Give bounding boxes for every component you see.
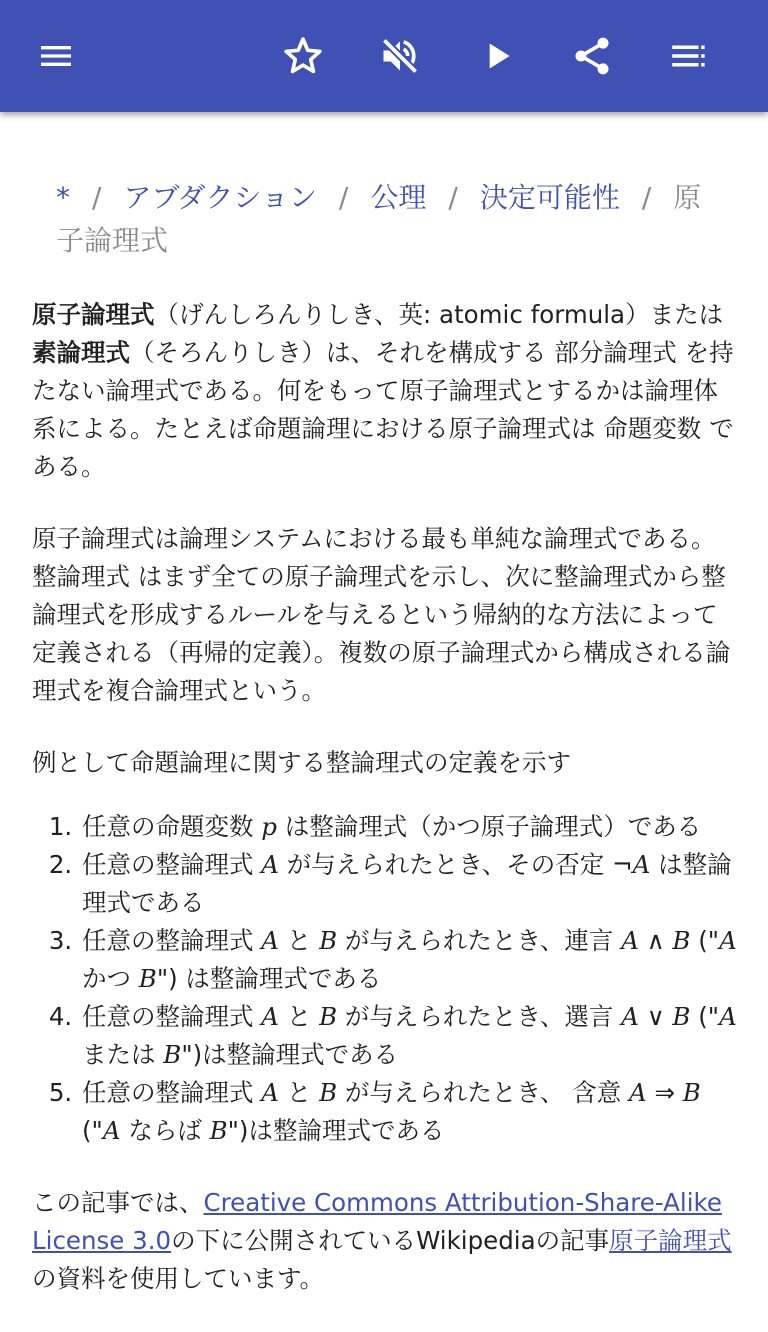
list-item: 4. 任意の整論理式 A と B が与えられたとき、選言 A ∨ B ("A または B")は整論理式である [80, 998, 738, 1074]
breadcrumb-separator: / [338, 181, 349, 214]
star-outline-icon [281, 34, 325, 78]
example-intro: 例として命題論理に関する整論理式の定義を示す [32, 748, 571, 777]
mute-button[interactable] [368, 24, 432, 88]
definition-paragraph: 原子論理式は論理システムにおける最も単純な論理式である。 整論理式 はまず全ての原子論理式を示し、次に整論理式から整論理式を形成するルールを与えるという帰納的な方法によって定義される（再帰的定義）。複数の原子論理式から構成される論理式を複合論理式という。 [32, 524, 731, 705]
breadcrumb-current: 原子論理式 [56, 181, 702, 257]
app-toolbar [0, 0, 768, 112]
play-button[interactable] [466, 24, 530, 88]
contents-button[interactable] [656, 24, 720, 88]
breadcrumb-separator: / [641, 181, 652, 214]
article-body [32, 296, 738, 1332]
favorite-button[interactable] [271, 24, 335, 88]
share-button[interactable] [560, 24, 624, 88]
play-icon [478, 36, 518, 76]
definition-list [32, 808, 738, 1150]
breadcrumb-item-axiom[interactable]: 公理 [370, 181, 427, 214]
volume-off-icon [378, 34, 422, 78]
term-elementary-formula: 素論理式 [32, 338, 130, 367]
breadcrumb-item-decidability[interactable]: 決定可能性 [479, 181, 620, 214]
list-item: 3. 任意の整論理式 A と B が与えられたとき、連言 A ∧ B ("A かつ B") は整論理式である [80, 922, 738, 998]
source-article-link[interactable]: 原子論理式 [609, 1226, 732, 1255]
breadcrumb-separator: / [448, 181, 458, 214]
share-icon [570, 34, 614, 78]
license-notice: この記事では、Creative Commons Attribution-Share-Alike License 3.0の下に公開されているWikipediaの記事原子論理式の資料を使用しています。 [32, 1188, 732, 1293]
breadcrumb-item-root[interactable]: * [56, 181, 70, 214]
list-item: 2. 任意の整論理式 A が与えられたとき、その否定 ¬A は整論理式である [80, 846, 738, 922]
breadcrumb-separator: / [92, 181, 102, 214]
intro-paragraph: 原子論理式（げんしろんりしき、英: atomic formula）または素論理式（そろんりしき）は、それを構成する 部分論理式 を持たない論理式である。何をもって原子論理式とするかは論理体系による。たとえば命題論理における原子論理式は 命題変数 である。 [32, 300, 734, 481]
license-link[interactable]: Creative Commons Attribution-Share-Alike License 3.0 [32, 1188, 722, 1255]
breadcrumb-item-abduction[interactable]: アブダクション [123, 181, 317, 214]
menu-icon [36, 36, 76, 76]
breadcrumb [56, 176, 716, 262]
list-item: 5. 任意の整論理式 A と B が与えられたとき、 含意 A ⇒ B ("A ならば B")は整論理式である [80, 1074, 738, 1150]
term-atomic-formula: 原子論理式 [32, 300, 155, 329]
list-item: 1. 任意の命題変数 p は整論理式（かつ原子論理式）である [80, 808, 738, 846]
menu-button[interactable] [24, 24, 88, 88]
list-icon [667, 35, 709, 77]
